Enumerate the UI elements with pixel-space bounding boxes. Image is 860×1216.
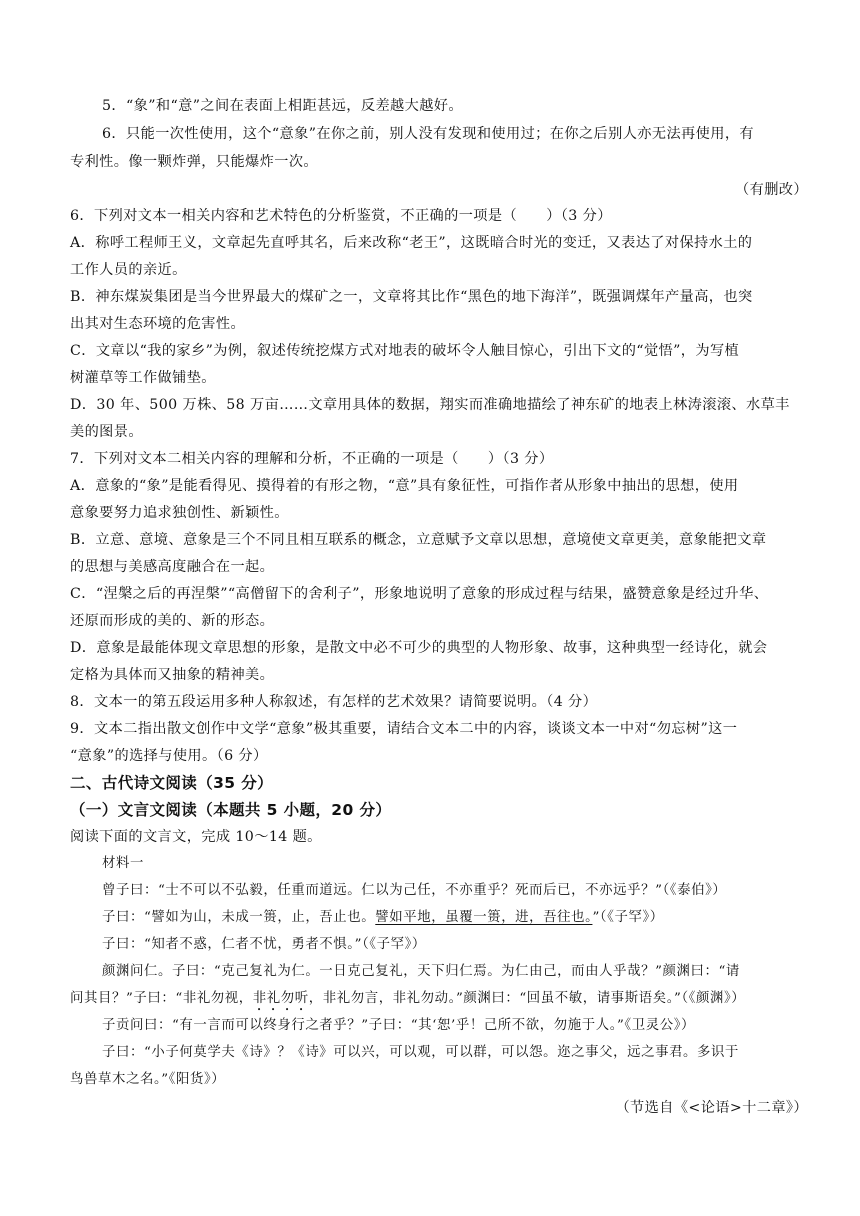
question-7-option-a-line2: 意象要努力追求独创性、新颖性。: [70, 505, 289, 521]
question-7-stem: 7．下列对文本二相关内容的理解和分析，不正确的一项是（ ）（3 分）: [70, 451, 554, 467]
question-6-option-d-line1: D．30 年、500 万株、58 万亩……文章用具体的数据，翔实而准确地描绘了神东矿的地表上林涛滚滚、水草丰: [70, 397, 790, 413]
question-7-option-c-line1: C．“涅槃之后的再涅槃”“高僧留下的舍利子”，形象地说明了意象的形成过程与结果，盛赞意象是经过升华、: [70, 586, 769, 602]
material-1-line5: [70, 989, 745, 1014]
question-7-option-b-line2: 的思想与美感高度融合在一起。: [70, 559, 275, 575]
question-7-option-c-line2: 还原而形成的美的、新的形态。: [70, 613, 275, 629]
material-1-line2-part1: 子曰：“譬如为山，未成一篑，止，吾止也。: [102, 910, 376, 925]
question-6-option-a-line2: 工作人员的亲近。: [70, 262, 187, 278]
text1-para-5: 5．“象”和“意”之间在表面上相距甚远，反差越大越好。: [102, 98, 463, 114]
material-1-line4: 颜渊问仁。子曰：“克己复礼为仁。一日克己复礼，天下归仁焉。为仁由己，而由人乎哉？”颜渊曰：“请: [102, 964, 740, 979]
question-9-line1: 9．文本二指出散文创作中文学“意象”极其重要，请结合文本二中的内容，谈谈文本一中对“勿忘树”这一: [70, 721, 738, 737]
question-7-option-d-line2: 定格为具体而又抽象的精神美。: [70, 667, 275, 683]
material-1-line2-part3: ”（《子罕》）: [592, 910, 664, 925]
material-1-line1: 曾子曰：“士不可以不弘毅，任重而道远。仁以为己任，不亦重乎？死而后已，不亦远乎？”（《泰伯》）: [102, 883, 727, 898]
material-1-line2: [102, 908, 664, 928]
question-7-option-d-line1: D．意象是最能体现文章思想的形象，是散文中必不可少的典型的人物形象、故事，这种典型一经诗化，就会: [70, 640, 768, 656]
underlined-sentence: 譬如平地，虽覆一篑，进，吾往也。: [375, 910, 593, 925]
material-1-line5-part3: 非礼勿言，非礼勿动。”颜渊曰：“回虽不敏，请事斯语矣。”（《颜渊》）: [322, 991, 746, 1006]
material-1-line3: 子曰：“知者不惑，仁者不忧，勇者不惧。”（《子罕》）: [102, 937, 426, 952]
material-1-line7: 子曰：“小子何莫学夫《诗》？《诗》可以兴，可以观，可以群，可以怨。迩之事父，远之事君。多识于: [102, 1045, 740, 1060]
question-6-option-c-line1: C．文章以“我的家乡”为例，叙述传统挖煤方式对地表的破坏令人触目惊心，引出下文的“觉悟”，为写植: [70, 343, 740, 359]
question-6-option-b-line1: B．神东煤炭集团是当今世界最大的煤矿之一，文章将其比作“黑色的地下海洋”，既强调煤年产量高，也突: [70, 289, 753, 305]
question-9-line2: “意象”的选择与使用。（6 分）: [70, 748, 268, 764]
section-2-title: 二、古代诗文阅读（35 分）: [70, 774, 274, 792]
material-1-source: （节选自《<论语>十二章》）: [615, 1100, 808, 1116]
text1-para-6-line2: 专利性。像一颗炸弹，只能爆炸一次。: [70, 154, 318, 170]
emphasized-phrase: 非礼勿听，: [252, 991, 323, 1006]
section-2-subtitle: （一）文言文阅读（本题共 5 小题，20 分）: [70, 801, 392, 819]
section-2-intro: 阅读下面的文言文，完成 10～14 题。: [70, 829, 322, 845]
material-1-line8: 鸟兽草木之名。”《阳货》）: [70, 1072, 226, 1087]
question-7-option-b-line1: B．立意、意境、意象是三个不同且相互联系的概念，立意赋予文章以思想，意境使文章更美，意象能把文章: [70, 532, 767, 548]
question-6-stem: 6．下列对文本一相关内容和艺术特色的分析鉴赏，不正确的一项是（ ）（3 分）: [70, 208, 612, 224]
question-7-option-a-line1: A．意象的“象”是能看得见、摸得着的有形之物，“意”具有象征性，可指作者从形象中抽出的思想，使用: [70, 478, 739, 494]
material-1-line6: 子贡问曰：“有一言而可以终身行之者乎？”子曰：“其‘恕’乎！己所不欲，勿施于人。”《卫灵公》）: [102, 1018, 696, 1033]
question-6-option-d-line2: 美的图景。: [70, 424, 143, 440]
question-6-option-b-line2: 出其对生态环境的危害性。: [70, 316, 246, 332]
question-6-option-c-line2: 树灌草等工作做铺垫。: [70, 370, 216, 386]
text1-source-note: （有删改）: [735, 182, 808, 198]
text1-para-6-line1: 6．只能一次性使用，这个“意象”在你之前，别人没有发现和使用过；在你之后别人亦无法再使用，有: [102, 126, 754, 142]
material-1-label: 材料一: [102, 856, 144, 871]
question-8: 8．文本一的第五段运用多种人称叙述，有怎样的艺术效果？请简要说明。（4 分）: [70, 694, 598, 710]
material-1-line5-part1: 问其目？”子曰：“非礼勿视，: [70, 991, 253, 1006]
question-6-option-a-line1: A．称呼工程师王义，文章起先直呼其名，后来改称“老王”，这既暗合时光的变迁，又表达了对保持水土的: [70, 235, 753, 251]
